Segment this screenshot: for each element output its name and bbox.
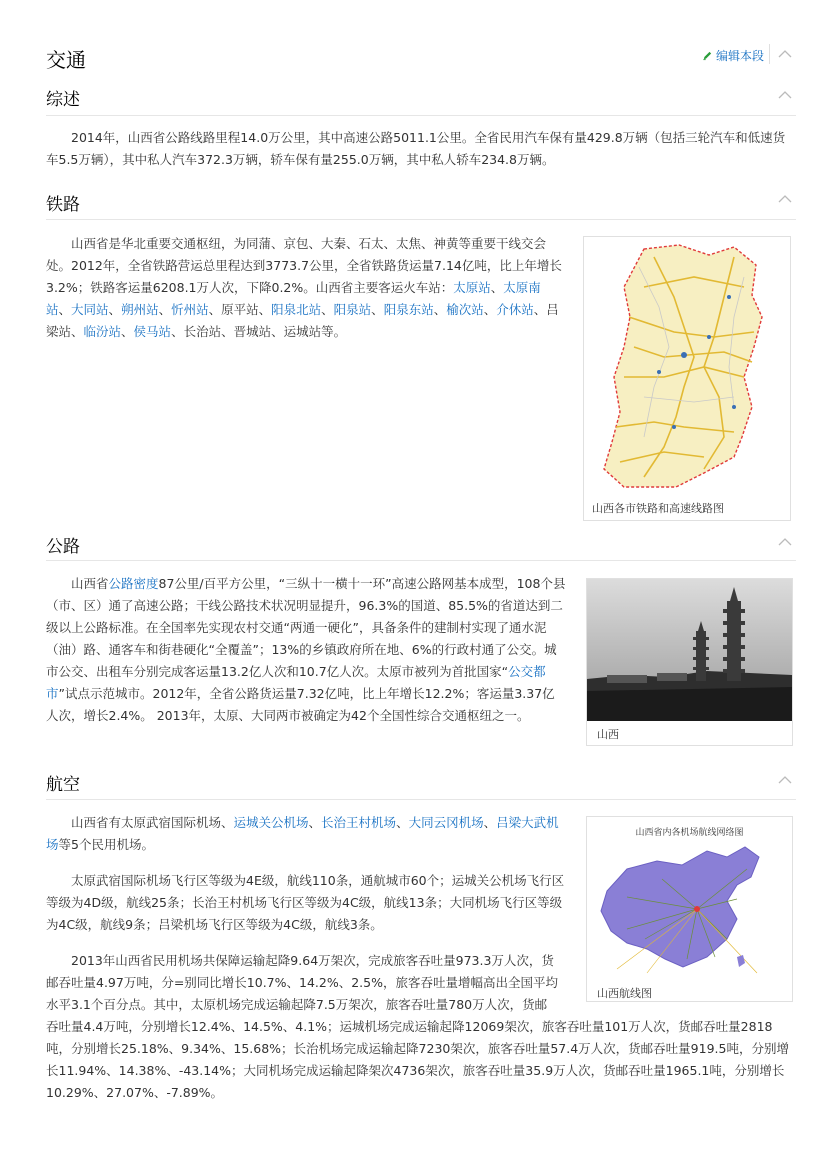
chevron-up-icon[interactable] (778, 537, 792, 547)
railway-map-image (584, 237, 790, 495)
text: ”试点示范城市。2012年，全省公路货运量7.32亿吨，比上年增长12.2%；客运量3.37亿人次，增长2.4%。 2013年，太原、大同两市被确定为42个全国性综合交通枢纽之一。 (46, 686, 555, 723)
section-title-railway: 铁路 (46, 195, 80, 215)
text: 、 (433, 302, 447, 317)
pencil-icon (702, 50, 713, 61)
text: 、吕梁站、 (46, 302, 559, 339)
link-transit-metropolis[interactable]: 公交都市 (46, 664, 546, 701)
link-datong-station[interactable]: 大同站 (71, 302, 109, 317)
section-divider (46, 115, 796, 116)
chevron-up-icon[interactable] (778, 194, 792, 204)
aviation-paragraph-stats-b: 吞吐量4.4万吨，分别增长12.4%、14.5%、4.1%；运城机场完成运输起降12069架次，旅客吞吐量101万人次，货邮吞吐量2818吨，分别增长25.18%、9.34%、15.68%；长治机场完成运输起降7230架次，旅客吞吐量57.4万人次，货邮吞吐量919.5吨，分别增长11.94%、14.38%、-43.14%；大同机场完成运输起降架次4736架次，旅客吞吐量35.9万人次，货邮吞吐量1965.1吨，分别增长10.29%、27.07%、-7.89%。 (46, 1019, 789, 1100)
link-taiyuan-station[interactable]: 太原站 (453, 280, 491, 295)
edit-section-button[interactable] (702, 47, 764, 64)
page-title: 交通 (46, 48, 86, 72)
section-title-highway: 公路 (46, 537, 80, 557)
text: 、 (108, 302, 122, 317)
text: 、 (58, 302, 72, 317)
aviation-map-figure[interactable] (586, 816, 793, 1002)
link-yangquan-station[interactable]: 阳泉站 (333, 302, 372, 317)
text: 山西省是华北重要交通枢纽，为同蒲、京包、大秦、石太、太焦、神黄等重要干线交会处。2012年，全省铁路营运总里程达到3773.7公里，全省铁路货运量7.14亿吨，比上年增长3.2%；铁路客运量6208.1万人次，下降0.2%。山西省主要客运火车站： (46, 236, 562, 295)
highway-paragraph (46, 573, 566, 727)
link-linfen-station[interactable]: 临汾站 (83, 324, 122, 339)
text: 、 (490, 280, 504, 295)
link-lvliang-airport[interactable]: 吕梁大武机场 (46, 815, 559, 852)
chevron-up-icon[interactable] (778, 49, 792, 59)
railway-figure-caption: 山西各市铁路和高速线路图 (592, 502, 724, 515)
railway-map-figure[interactable] (583, 236, 791, 521)
aviation-map-title: 山西省内各机场航线网络图 (635, 828, 744, 838)
text: 、 (396, 815, 409, 830)
aviation-paragraph-grades: 太原武宿国际机场飞行区等级为4E级，航线110条，通航城市60个；运城关公机场飞行区等级为4D级，航线25条；长治王村机场飞行区等级为4C级，航线13条；大同机场飞行区等级为4C级，航线9条；吕梁机场飞行区等级为4C级，航线3条。 (46, 873, 565, 932)
link-road-density[interactable]: 公路密度 (108, 576, 159, 591)
text: 、原平站、 (208, 302, 272, 317)
link-jiexiu-station[interactable]: 介休站 (496, 302, 534, 317)
china-route-map-image (587, 839, 792, 977)
chevron-up-icon[interactable] (778, 90, 792, 100)
overview-paragraph: 2014年，山西省公路线路里程14.0万公里，其中高速公路5011.1公里。全省民用汽车保有量429.8万辆（包括三轮汽车和低速货车5.5万辆），其中私人汽车372.3万辆，轿车保有量255.0万辆，其中私人轿车234.8万辆。 (46, 130, 786, 167)
text: 、 (321, 302, 334, 317)
section-divider (46, 560, 796, 561)
link-taiyuan-south-station[interactable]: 太原南站 (46, 280, 541, 317)
railway-paragraph (46, 233, 564, 343)
text: 、 (483, 302, 497, 317)
section-divider (46, 799, 796, 800)
edit-section-label: 编辑本段 (716, 49, 765, 63)
text: 、 (121, 324, 134, 339)
text: 、 (483, 815, 497, 830)
pagoda-photo-image (587, 579, 792, 721)
aviation-paragraph-stats-a: 2013年山西省民用机场共保障运输起降9.64万架次，完成旅客吞吐量973.3万人次，货邮吞吐量4.97万吨，分=别同比增长10.7%、14.2%、2.5%，旅客吞吐量增幅高出全国平均水平3.1个百分点。其中，太原机场完成运输起降7.5万架次，旅客吞吐量780万人次，货邮 (46, 953, 558, 1012)
text: 、长治站、晋城站、运城站等。 (171, 324, 347, 339)
text: 、 (371, 302, 384, 317)
text: 、 (158, 302, 172, 317)
text: 山西省有太原武宿国际机场、 (71, 815, 234, 830)
link-yuncheng-airport[interactable]: 运城关公机场 (233, 815, 309, 830)
text: 山西省 (71, 576, 109, 591)
highway-figure-caption: 山西 (597, 728, 619, 741)
link-yangquan-north-station[interactable]: 阳泉北站 (271, 302, 322, 317)
chevron-up-icon[interactable] (778, 775, 792, 785)
section-title-overview: 综述 (46, 90, 80, 110)
text: 等5个民用机场。 (58, 837, 154, 852)
link-datong-airport[interactable]: 大同云冈机场 (408, 815, 484, 830)
link-yangquan-east-station[interactable]: 阳泉东站 (383, 302, 434, 317)
link-yuci-station[interactable]: 榆次站 (446, 302, 484, 317)
section-title-aviation: 航空 (46, 775, 80, 795)
header-divider (769, 44, 770, 64)
text: 87公里/百平方公里，“三纵十一横十一环”高速公路网基本成型，108个县（市、区）通了高速公路；干线公路技术状况明显提升，96.3%的国道、85.5%的省道达到二级以上公路标准。在全国率先实现农村交通“两通一硬化”，具备条件的建制村实现了通水泥（油）路、通客车和街巷硬化“全覆盖”；13%的乡镇政府所在地、6%的行政村通了公交。城市公交、出租车分别完成客运量13.2亿人次和10.7亿人次。太原市被列为首批国家“ (46, 576, 566, 679)
link-houma-station[interactable]: 侯马站 (133, 324, 172, 339)
link-shuozhou-station[interactable]: 朔州站 (121, 302, 159, 317)
link-xinzhou-station[interactable]: 忻州站 (171, 302, 209, 317)
section-divider (46, 219, 796, 220)
highway-photo-figure[interactable] (586, 578, 793, 746)
aviation-figure-caption: 山西航线图 (597, 987, 652, 1000)
aviation-paragraph-airports (46, 812, 564, 856)
text: 、 (308, 815, 322, 830)
link-changzhi-airport[interactable]: 长治王村机场 (321, 815, 397, 830)
